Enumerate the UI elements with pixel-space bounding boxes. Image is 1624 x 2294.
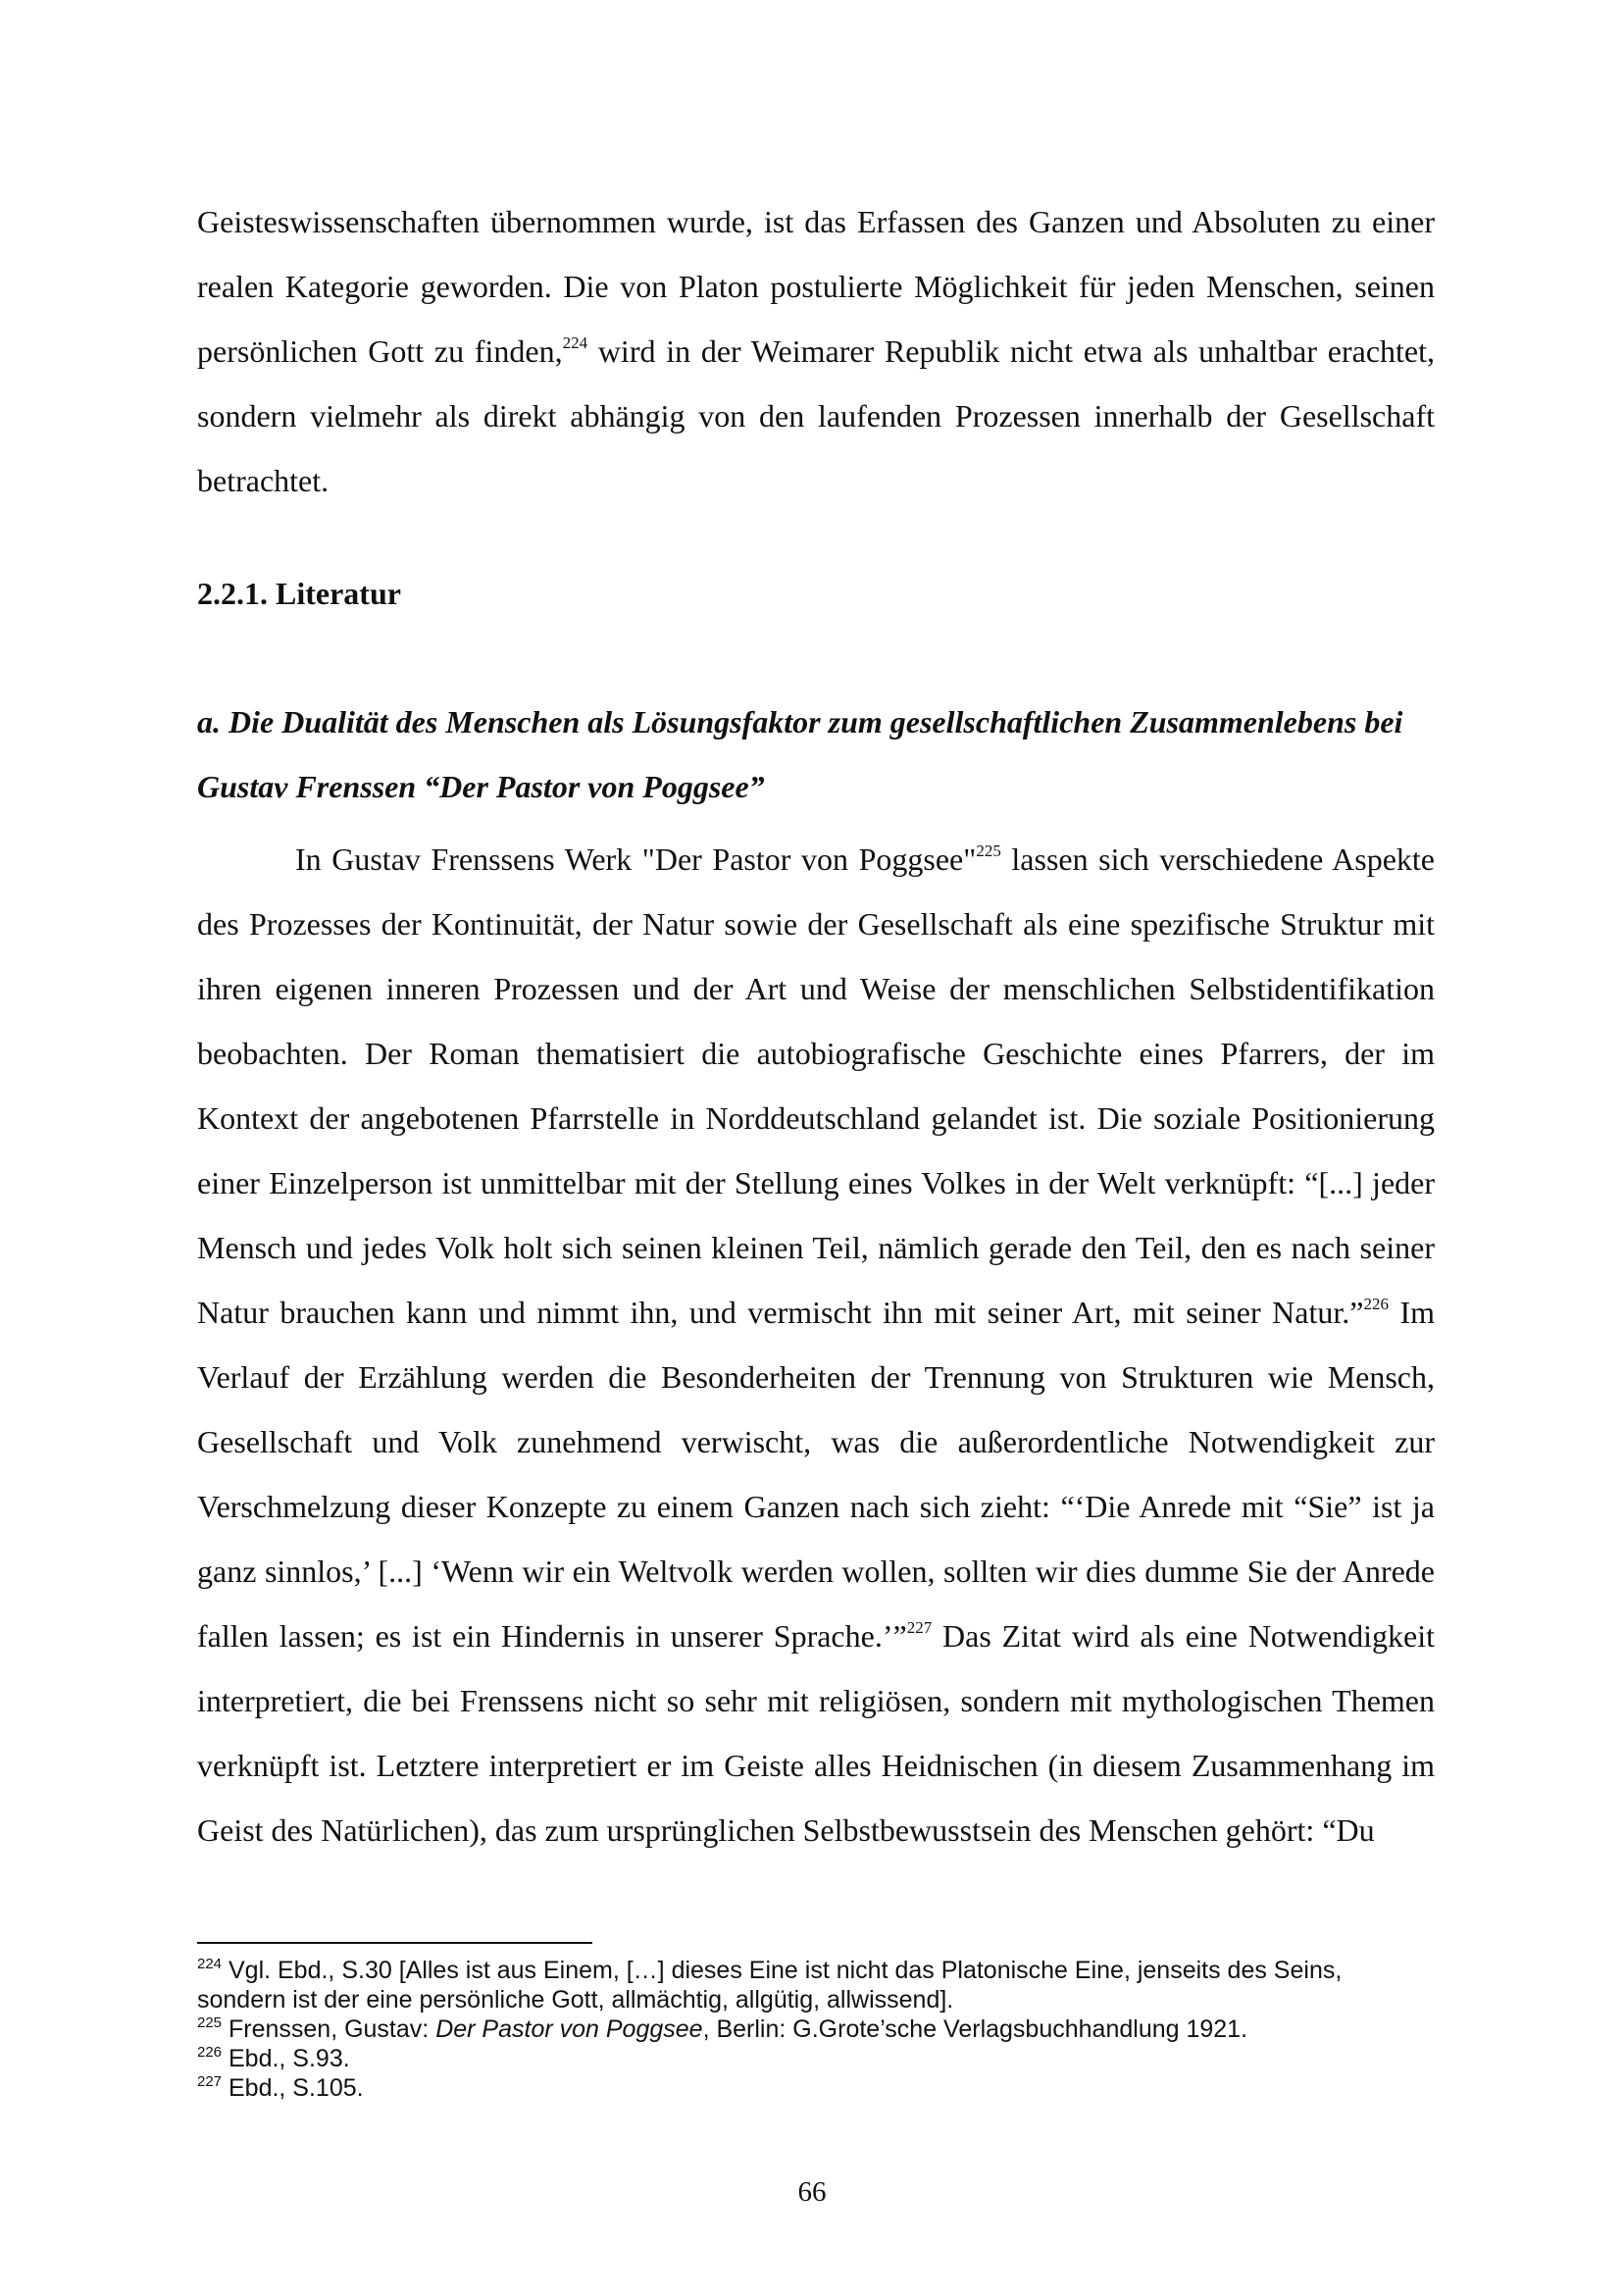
footnote-number: 225	[197, 2014, 223, 2031]
subsection-heading: a. Die Dualität des Menschen als Lösungsfaktor zum gesellschaftlichen Zusammenlebens bei Gustav Frenssen “Der Pastor von Poggsee”	[197, 704, 1403, 804]
footnote-text: Ebd., S.105.	[228, 2074, 364, 2102]
footnote-ref-226: 226	[1363, 1295, 1389, 1313]
main-text-2: lassen sich verschiedene Aspekte des Prozesses der Kontinuität, der Natur sowie der Gesellschaft als eine spezifische Struktur mit ihren eigenen inneren Prozessen und der Art und Weise der menschlichen Selbstidentifikation beobachten. Der Roman thematisiert die autobiografische Geschichte eines Pfarrers, der im Kontext der angebotenen Pfarrstelle in Norddeutschland gelandet ist. Die soziale Positionierung einer Einzelperson ist unmittelbar mit der Stellung eines Volkes in der Welt verknüpft: “[...] jeder Mensch und jedes Volk holt sich seinen kleinen Teil, nämlich gerade den Teil, den es nach seiner Natur brauchen kann und nimmt ihn, und vermischt ihn mit seiner Art, mit seiner Natur.”	[197, 841, 1436, 1330]
footnote-text-continued: , Berlin: G.Grote’sche Verlagsbuchhandlung 1921.	[702, 2015, 1248, 2043]
footnote-227	[197, 2073, 1435, 2103]
footnote-number: 224	[197, 1956, 223, 1972]
footnote-225	[197, 2014, 1435, 2044]
footnote-226	[197, 2044, 1435, 2073]
footnote-number: 227	[197, 2073, 223, 2090]
footnote-number: 226	[197, 2044, 223, 2061]
intro-text-continued: wird in der Weimarer Republik nicht etwa als unhaltbar erachtet, sondern vielmehr als direkt abhängig von den laufenden Prozessen innerhalb der Gesellschaft betrachtet.	[197, 333, 1436, 498]
footnote-ref-225: 225	[976, 841, 1001, 860]
main-paragraph	[197, 827, 1435, 1862]
footnotes	[197, 1956, 1435, 2103]
main-text-3: Im Verlauf der Erzählung werden die Besonderheiten der Trennung von Strukturen wie Mensch, Gesellschaft und Volk zunehmend verwischt, was die außerordentliche Notwendigkeit zur Verschmelzung dieser Konzepte zu einem Ganzen nach sich zieht: “‘Die Anrede mit “Sie” ist ja ganz sinnlos,’ [...] ‘Wenn wir ein Weltvolk werden wollen, sollten wir dies dumme Sie der Anrede fallen lassen; es ist ein Hindernis in unserer Sprache.’”	[197, 1295, 1436, 1654]
footnote-text: Vgl. Ebd., S.30 [Alles ist aus Einem, […] dieses Eine ist nicht das Platonische Eine, jenseits des Seins, sondern ist der eine persönliche Gott, allmächtig, allgütig, allwissend].	[197, 1957, 1343, 2014]
intro-text: Geisteswissenschaften übernommen wurde, ist das Erfassen des Ganzen und Absoluten zu einer realen Kategorie geworden. Die von Platon postulierte Möglichkeit für jeden Menschen, seinen persönlichen Gott zu finden,	[197, 204, 1435, 369]
intro-paragraph	[197, 189, 1435, 513]
footnote-ref-227: 227	[906, 1618, 933, 1637]
main-text-1: In Gustav Frenssens Werk "Der Pastor von Poggsee"	[295, 841, 977, 877]
main-text-4: Das Zitat wird als eine Notwendigkeit interpretiert, die bei Frenssens nicht so sehr mit religiösen, sondern mit mythologischen Themen verknüpft ist. Letztere interpretiert er im Geiste alles Heidnischen (in diesem Zusammenhang im Geist des Natürlichen), das zum ursprünglichen Selbstbewusstsein des Menschen gehört: “Du	[197, 1618, 1436, 1848]
footnote-separator	[197, 1942, 592, 1944]
section-heading: 2.2.1. Literatur	[197, 576, 401, 611]
footnote-text: Ebd., S.93.	[228, 2045, 350, 2072]
footnote-224	[197, 1956, 1435, 2014]
footnote-book-title: Der Pastor von Poggsee	[435, 2015, 703, 2043]
page-number: 66	[797, 2176, 827, 2208]
footnote-ref-224: 224	[562, 333, 588, 352]
footnote-text: Frenssen, Gustav:	[228, 2015, 436, 2043]
